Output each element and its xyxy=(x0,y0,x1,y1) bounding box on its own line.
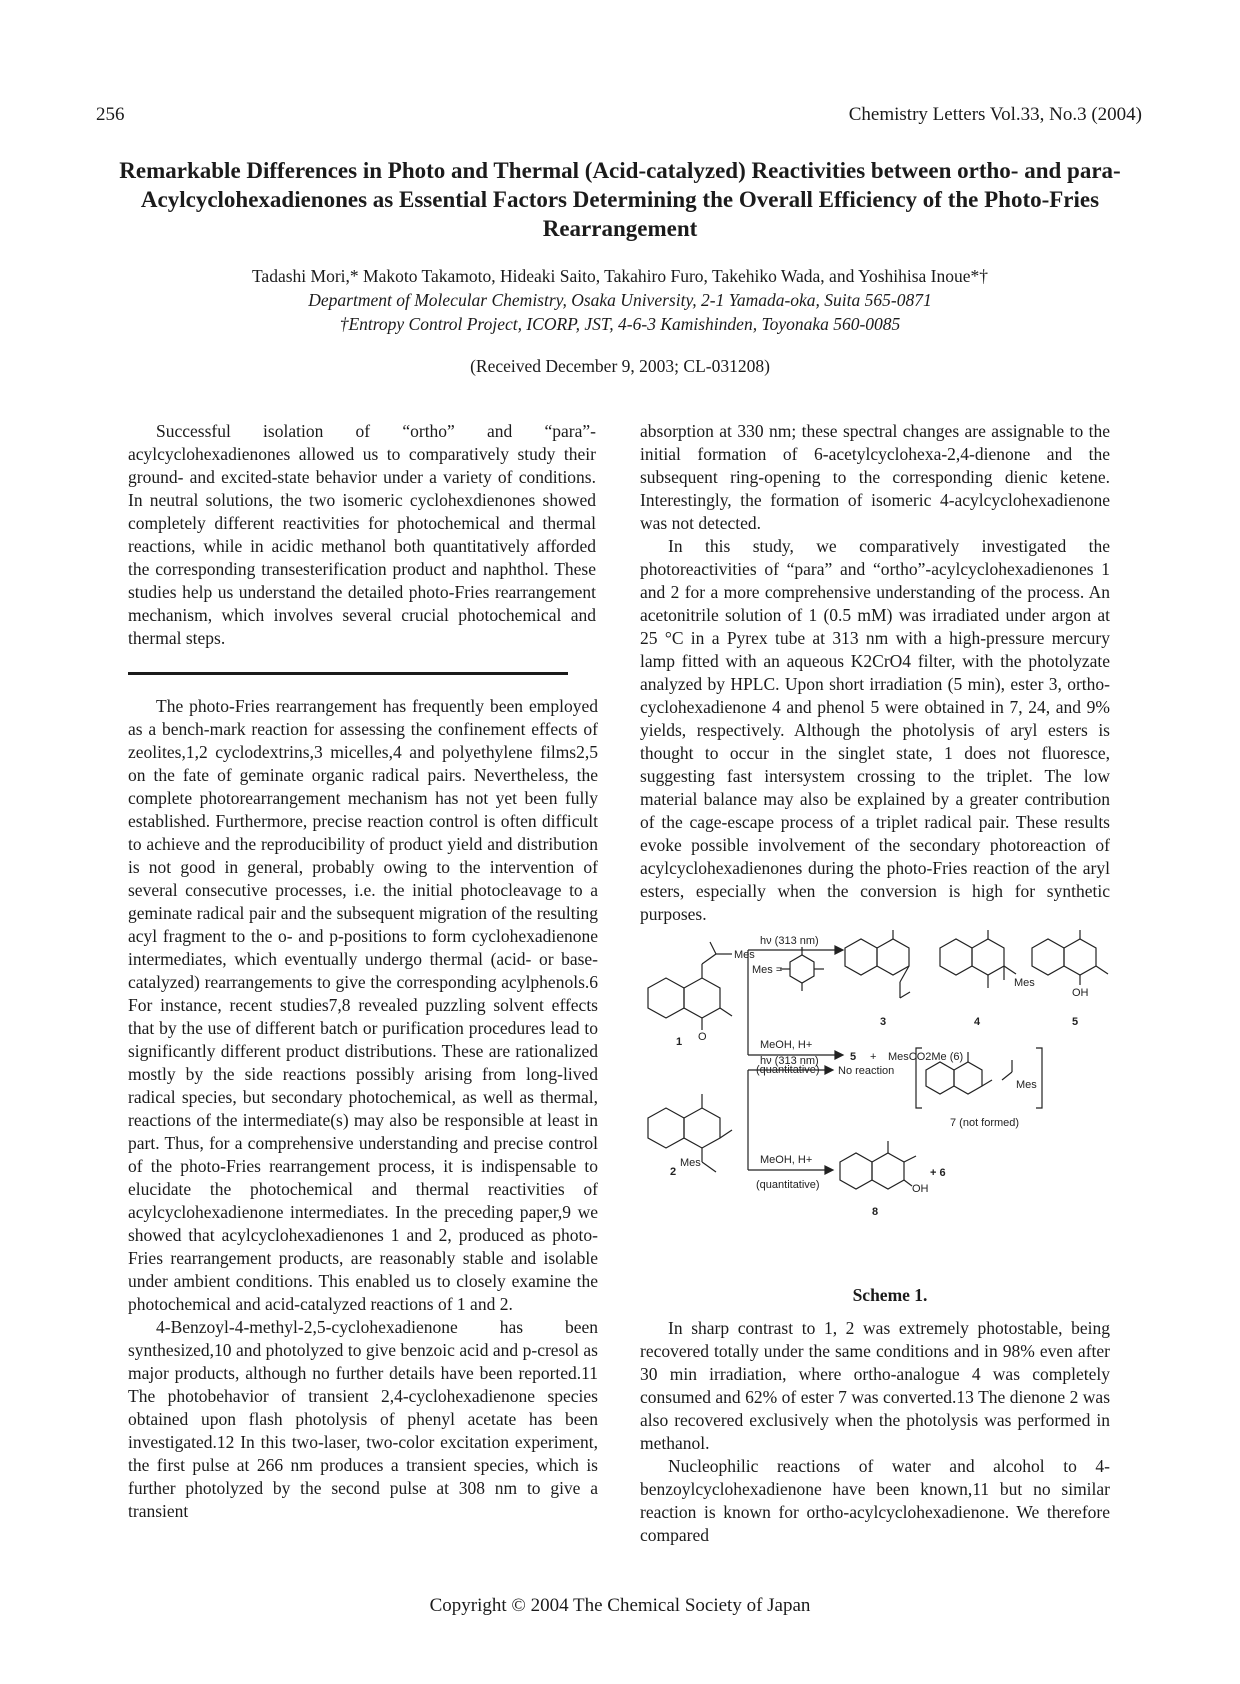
group-mes: Mes xyxy=(680,1157,701,1169)
scheme-hv-2: hν (313 nm) xyxy=(760,1055,819,1067)
copyright-footer: Copyright © 2004 The Chemical Society of Japan xyxy=(429,1595,811,1616)
scheme-product-5: 5 xyxy=(850,1051,857,1063)
reaction-scheme xyxy=(640,930,1140,1290)
scheme-not-formed: 7 (not formed) xyxy=(950,1117,1020,1129)
right-column-top xyxy=(640,420,1110,926)
label-2: 2 xyxy=(670,1166,677,1178)
paragraph: Nucleophilic reactions of water and alcohol to 4-benzoylcyclohexadienone have been known,11 but no similar reaction is known for ortho-acylcyclohexadienone. We therefore compared xyxy=(640,1456,1110,1545)
scheme-product-6: MesCO2Me (6) xyxy=(888,1051,964,1063)
article-title: Remarkable Differences in Photo and Thermal (Acid-catalyzed) Reactivities between ortho- and para-Acylcyclohexadienones as Essential Factors Determining the Overall Efficiency of the Photo-Fries Rearrangement xyxy=(119,158,1121,241)
group-oh: OH xyxy=(912,1183,929,1195)
scheme-plus: + xyxy=(870,1051,877,1063)
paragraph: In sharp contrast to 1, 2 was extremely photostable, being recovered totally under the same conditions and in 98% even after 30 min irradiation, where ortho-analogue 4 was completely consumed and 62% of ester 7 was converted.13 The dienone 2 was also recovered exclusively when the photolysis was performed in methanol. xyxy=(640,1318,1110,1453)
scheme-hv-1: hν (313 nm) xyxy=(760,935,819,947)
compound-3-structure xyxy=(845,930,910,998)
label-4: 4 xyxy=(974,1016,981,1028)
group-oh: OH xyxy=(1072,987,1089,999)
label-8: 8 xyxy=(872,1206,879,1218)
journal-header: Chemistry Letters Vol.33, No.3 (2004) xyxy=(848,104,1142,125)
group-mes: Mes xyxy=(734,949,755,961)
abstract-divider xyxy=(128,672,568,675)
label-1: 1 xyxy=(676,1036,683,1048)
scheme-plus-6: + 6 xyxy=(930,1167,946,1179)
scheme-no-reaction: No reaction xyxy=(838,1065,895,1077)
affiliation-2: †Entropy Control Project, ICORP, JST, 4-6-3 Kamishinden, Toyonaka 560-0085 xyxy=(339,314,901,334)
paragraph: The photo-Fries rearrangement has frequently been employed as a bench-mark reaction for assessing the confinement effects of zeolites,1,2 cyclodextrins,3 micelles,4 and polyethylene films2,5 on the fate of geminate organic radical pairs. Nevertheless, the complete photorearrangement mechanism has not yet been fully established. Furthermore, precise reaction control is often difficult to achieve and the reproducibility of product yield and distribution is not good in general, probably owing to the intervention of several consecutive processes, i.e. the initial photocleavage to a geminate radical pair and the subsequent migration of the resulting acyl fragment to the o- and p-positions to form cyclohexadienone intermediates, which eventually undergo thermal (acid- or base-catalyzed) rearrangements to give the corresponding acylphenols.6 For instance, recent studies7,8 revealed puzzling solvent effects that by the use of different batch or purification procedures lead to significantly different product distributions. These are rationalized mostly by the side reactions possibly arising from long-lived radical species, but secondary photochemical, as well as thermal, reactions of the intermediate(s) may also be responsible at least in part. Thus, for a comprehensive understanding and precise control of the photo-Fries rearrangement process, it is indispensable to elucidate the photochemical and thermal reactivities of acylcyclohexadienone intermediates. In the preceding paper,9 we showed that acylcyclohexadienones 1 and 2, produced as photo-Fries rearrangement products, are reasonably stable and isolable under ambient conditions. This enabled us to closely examine the photochemical and acid-catalyzed reactions of 1 and 2. xyxy=(128,696,598,1314)
abstract-text: Successful isolation of “ortho” and “para”-acylcyclohexadienones allowed us to comparatively study their ground- and excited-state behavior under a variety of conditions. In neutral solutions, the two isomeric cyclohexdienones showed completely different reactivities for photochemical and thermal reactions, while in acidic methanol both quantitatively afforded the corresponding transesterification product and naphthol. These studies help us understand the detailed photo-Fries rearrangement mechanism, which involves several crucial photochemical and thermal steps. xyxy=(128,421,596,648)
scheme-quantitative-2: (quantitative) xyxy=(756,1179,820,1191)
label-5: 5 xyxy=(1072,1016,1079,1028)
group-mes: Mes xyxy=(1016,1079,1037,1091)
right-column-bottom xyxy=(640,1317,1110,1547)
compound-8-structure xyxy=(840,1141,916,1189)
scheme-drawing xyxy=(640,930,1140,1280)
label-3: 3 xyxy=(880,1016,887,1028)
group-o: O xyxy=(698,1031,707,1043)
abstract xyxy=(128,420,596,650)
received-date: (Received December 9, 2003; CL-031208) xyxy=(470,356,770,376)
scheme-quantitative-1: (quantitative) xyxy=(756,1064,820,1076)
group-mes: Mes xyxy=(1014,977,1035,989)
affiliation-1: Department of Molecular Chemistry, Osaka University, 2-1 Yamada-oka, Suita 565-0871 xyxy=(308,290,932,310)
scheme-acid-2: MeOH, H+ xyxy=(760,1154,813,1166)
compound-1-structure xyxy=(648,942,732,1030)
paragraph: absorption at 330 nm; these spectral changes are assignable to the initial formation of 6-acetylcyclohexa-2,4-dienone and the subsequent ring-opening to the corresponding dienic ketene. Interestingly, the formation of isomeric 4-acylcyclohexadienone was not detected. xyxy=(640,421,1110,533)
compound-5-structure xyxy=(1032,930,1108,985)
paragraph: 4-Benzoyl-4-methyl-2,5-cyclohexadienone has been synthesized,10 and photolyzed to give benzoic acid and p-cresol as major products, although no further details have been reported.11 The photobehavior of transient 2,4-cyclohexadienone species obtained upon flash photolysis of phenyl acetate has been investigated.12 In this two-laser, two-color excitation experiment, the first pulse at 266 nm produces a transient species, which is further photolyzed by the second pulse at 308 nm to give a transient xyxy=(128,1317,598,1521)
scheme-mes-definition: Mes = xyxy=(752,964,783,976)
page-number: 256 xyxy=(96,104,125,125)
compound-4-structure xyxy=(940,930,1016,988)
scheme-acid-1: MeOH, H+ xyxy=(760,1039,813,1051)
left-column xyxy=(128,695,598,1523)
author-list: Tadashi Mori,* Makoto Takamoto, Hideaki Saito, Takahiro Furo, Takehiko Wada, and Yoshihisa Inoue*† xyxy=(251,266,989,286)
paragraph: In this study, we comparatively investigated the photoreactivities of “para” and “ortho”-acylcyclohexadienones 1 and 2 for a more comprehensive understanding of the process. An acetonitrile solution of 1 (0.5 mM) was irradiated under argon at 25 °C in a Pyrex tube at 313 nm with a high-pressure mercury lamp fitted with an aqueous K2CrO4 filter, with the photolyzate analyzed by HPLC. Upon short irradiation (5 min), ester 3, ortho-cyclohexadienone 4 and phenol 5 were obtained in 7, 24, and 9% yields, respectively. Although the photolysis of aryl esters is thought to occur in the singlet state, 1 does not fluoresce, suggesting fast intersystem crossing to the triplet. The low material balance may also be explained by a greater contribution of the cage-escape process of a triplet radical pair. These results evoke possible involvement of the secondary photoreaction of acylcyclohexadienones during the photo-Fries reaction of the aryl esters, especially when the conversion is high for synthetic purposes. xyxy=(640,536,1110,924)
scheme-caption: Scheme 1. xyxy=(852,1285,928,1305)
